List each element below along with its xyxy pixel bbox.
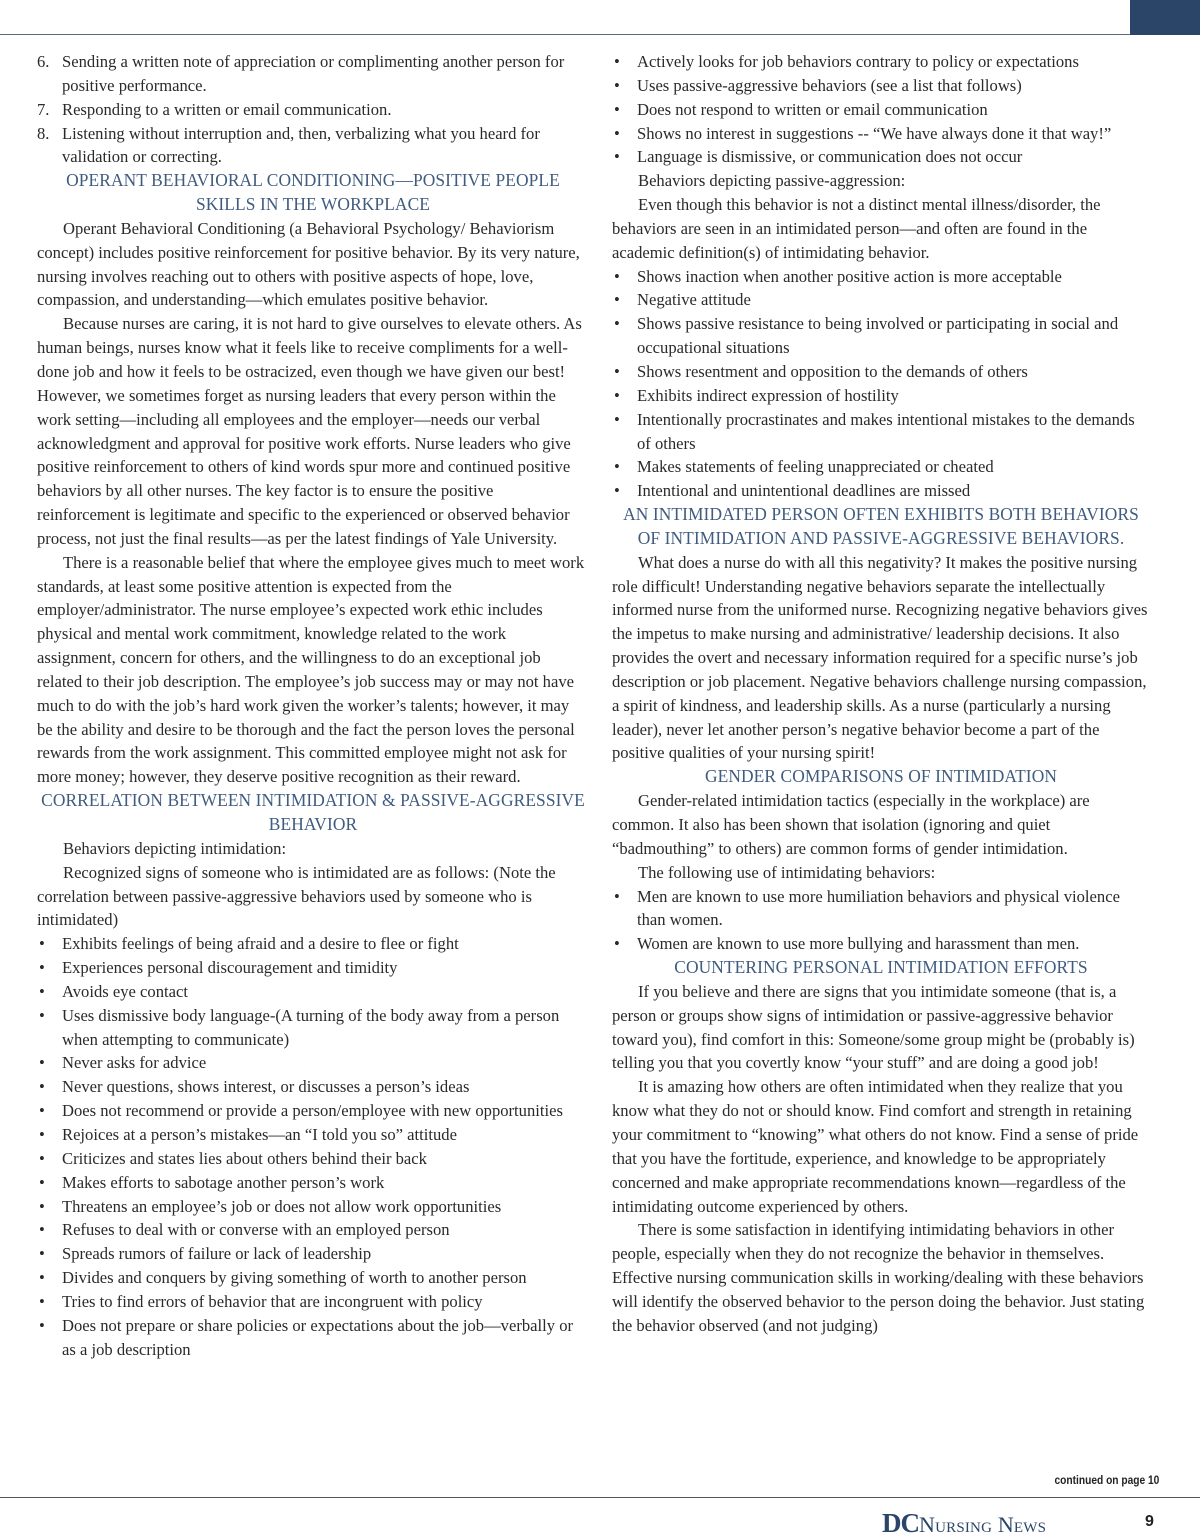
list-item: • Divides and conquers by giving something of worth to another person — [39, 1268, 527, 1288]
list-item: • Criticizes and states lies about others behind their back — [39, 1148, 427, 1168]
list-item: • Experiences personal discouragement and timidity — [39, 958, 398, 978]
paragraph: Gender-related intimidation tactics (especially in the workplace) are common. It also has been shown that isolation (ignoring and quiet “badmouthing” to others) are common forms of gender intimidation. — [612, 791, 1090, 858]
logo-dc: DC — [882, 1508, 919, 1538]
paragraph: There is a reasonable belief that where the employee gives much to meet work standards, at least some positive attention is expected from the employer/administrator. The nurse employee’s expected work ethic includes physical and mental work commitment, knowledge related to the work assignment, concern for others, and the willingness to do an exceptional job related to their job description. The employee’s job success may or may not have much to do with the job’s hard work given the worker’s talents; however, it may be the ability and desire to be thorough and the fact the person loves the personal rewards from the work assignment. This committed employee might not ask for more money; however, they deserve positive recognition as their reward. — [37, 552, 585, 787]
paragraph: Operant Behavioral Conditioning (a Behavioral Psychology/ Behaviorism concept) includes positive reinforcement for positive behavior. By its very nature, nursing involves reaching out to others with positive aspects of hope, love, compassion, and understanding—which emulates positive behavior. — [37, 218, 580, 310]
list-item: • Does not prepare or share policies or expectations about the job—verbally or as a job description — [39, 1315, 574, 1359]
list-item: • Intentionally procrastinates and makes intentional mistakes to the demands of others — [614, 409, 1135, 453]
numbered-list — [37, 50, 589, 169]
list-item: • Tries to find errors of behavior that are incongruent with policy — [39, 1291, 483, 1311]
continued-note: continued on page 10 — [1054, 1473, 1159, 1487]
intimidation-signs-list-continued — [612, 50, 1150, 169]
list-item: • Uses dismissive body language-(A turning of the body away from a person when attempting to communicate) — [39, 1005, 560, 1049]
paragraph: What does a nurse do with all this negativity? It makes the positive nursing role difficult! Understanding negative behaviors separate the intellectually informed nurse from the uniformed nurse. Recognizing negative behaviors gives the impetus to make nursing and administrative/ leadership decisions. It also provides the overt and necessary information required for a specific nurse’s job description or job placement. Negative behaviors challenge nursing compassion, a spirit of kindness, and leadership skills. As a nurse (particularly a nursing leader), never let another person’s negative behavior become a part of the positive qualities of your nursing spirit! — [612, 552, 1148, 763]
paragraph: Behaviors depicting passive-aggression: — [638, 171, 906, 191]
paragraph: It is amazing how others are often intimidated when they realize that you know what they do not or should know. Find comfort and strength in retaining your commitment to “knowing” what others do not know. Find a sense of pride that you have the fortitude, experience, and knowledge to be appropriately concerned and make appropriate recommendations known—regardless of the intimidating outcome experienced by others. — [612, 1077, 1139, 1216]
list-item: • Refuses to deal with or converse with an employed person — [39, 1220, 450, 1240]
list-item: • Does not recommend or provide a person/employee with new opportunities — [39, 1101, 563, 1121]
list-item: 7. Responding to a written or email communication. — [37, 99, 392, 119]
list-item: • Women are known to use more bullying and harassment than men. — [614, 934, 1080, 954]
paragraph: The following use of intimidating behaviors: — [638, 862, 936, 882]
right-column — [612, 50, 1150, 1338]
section-heading-countering: COUNTERING PERSONAL INTIMIDATION EFFORTS — [674, 957, 1088, 978]
section-heading-gender: GENDER COMPARISONS OF INTIMIDATION — [704, 766, 1058, 787]
list-item: • Avoids eye contact — [39, 981, 188, 1001]
paragraph: If you believe and there are signs that you intimidate someone (that is, a person or groups show signs of intimidation or passive-aggressive behavior toward you), find comfort in this: Someone/some group might be (probably is) telling you that you covertly know “your stuff” and are doing a good job! — [612, 981, 1135, 1073]
list-item: • Makes statements of feeling unappreciated or cheated — [614, 457, 994, 477]
list-item: • Language is dismissive, or communication does not occur — [614, 147, 1023, 167]
paragraph: Even though this behavior is not a distinct mental illness/disorder, the behaviors are seen in an intimidated person—and often are found in the academic definition(s) of intimidating behavior. — [612, 195, 1101, 262]
list-item: • Uses passive-aggressive behaviors (see a list that follows) — [614, 75, 1022, 95]
section-heading-both-behaviors: AN INTIMIDATED PERSON OFTEN EXHIBITS BOTH BEHAVIORS OF INTIMIDATION AND PASSIVE-AGGRESSIVE BEHAVIORS. — [623, 504, 1139, 548]
list-item: • Negative attitude — [614, 290, 751, 310]
list-item: • Rejoices at a person’s mistakes—an “I told you so” attitude — [39, 1124, 457, 1144]
logo-nursing-news: Nursing News — [919, 1512, 1047, 1537]
list-item: • Threatens an employee’s job or does not allow work opportunities — [39, 1196, 502, 1216]
section-heading-operant: OPERANT BEHAVIORAL CONDITIONING—POSITIVE PEOPLE SKILLS IN THE WORKPLACE — [66, 170, 560, 215]
list-item: 8. Listening without interruption and, then, verbalizing what you heard for validation or correcting. — [37, 123, 540, 167]
list-item: • Intentional and unintentional deadlines are missed — [614, 481, 971, 501]
top-rule — [0, 34, 1130, 35]
section-heading-correlation: CORRELATION BETWEEN INTIMIDATION & PASSIVE-AGGRESSIVE BEHAVIOR — [41, 790, 585, 834]
intimidation-signs-list — [37, 932, 589, 1361]
paragraph: Recognized signs of someone who is intimidated are as follows: (Note the correlation between passive-aggressive behaviors used by someone who is intimidated) — [37, 862, 556, 930]
header-corner-block — [1130, 0, 1200, 35]
list-item: • Shows inaction when another positive action is more acceptable — [614, 266, 1062, 286]
passive-aggression-list — [612, 265, 1150, 503]
list-item: • Never questions, shows interest, or discusses a person’s ideas — [39, 1077, 470, 1097]
list-item: • Shows no interest in suggestions -- “We have always done it that way!” — [614, 123, 1112, 143]
paragraph: Behaviors depicting intimidation: — [63, 838, 287, 858]
list-item: • Exhibits feelings of being afraid and a desire to flee or fight — [39, 934, 459, 954]
list-item: • Exhibits indirect expression of hostility — [614, 385, 899, 405]
page-number: 9 — [1145, 1513, 1154, 1530]
list-item: • Never asks for advice — [39, 1053, 207, 1073]
list-item: • Spreads rumors of failure or lack of leadership — [39, 1244, 372, 1264]
footer-rule — [0, 1497, 1200, 1498]
left-column — [37, 50, 589, 1361]
list-item: • Shows passive resistance to being involved or participating in social and occupational situations — [614, 314, 1119, 358]
paragraph: Because nurses are caring, it is not hard to give ourselves to elevate others. As human beings, nurses know what it feels like to receive compliments for a well-done job and how it feels to be ostracized, even though we have given our best! However, we sometimes forget as nursing leaders that every person within the work setting—including all employees and the employer—needs our verbal acknowledgment and approval for positive work efforts. Nurse leaders who give positive reinforcement to others of kind words spur more and continued positive behaviors by all other nurses. The key factor is to ensure the positive reinforcement is legitimate and specific to the experienced or observed behavior process, not just the final results—as per the latest findings of Yale University. — [37, 314, 582, 548]
list-item: • Men are known to use more humiliation behaviors and physical violence than women. — [614, 886, 1120, 930]
list-item: • Does not respond to written or email communication — [614, 99, 988, 119]
list-item: • Makes efforts to sabotage another person’s work — [39, 1172, 385, 1192]
list-item: 6. Sending a written note of appreciation or complimenting another person for positive performance. — [37, 52, 565, 95]
list-item: • Actively looks for job behaviors contrary to policy or expectations — [614, 52, 1079, 71]
list-item: • Shows resentment and opposition to the demands of others — [614, 361, 1028, 381]
publication-logo — [882, 1508, 1046, 1539]
gender-list — [612, 885, 1150, 957]
paragraph: There is some satisfaction in identifying intimidating behaviors in other people, especially when they do not recognize the behavior in themselves. Effective nursing communication skills in working/dealing with these behaviors will identify the observed behavior to the person doing the behavior. Just stating the behavior observed (and not judging) — [612, 1220, 1145, 1335]
